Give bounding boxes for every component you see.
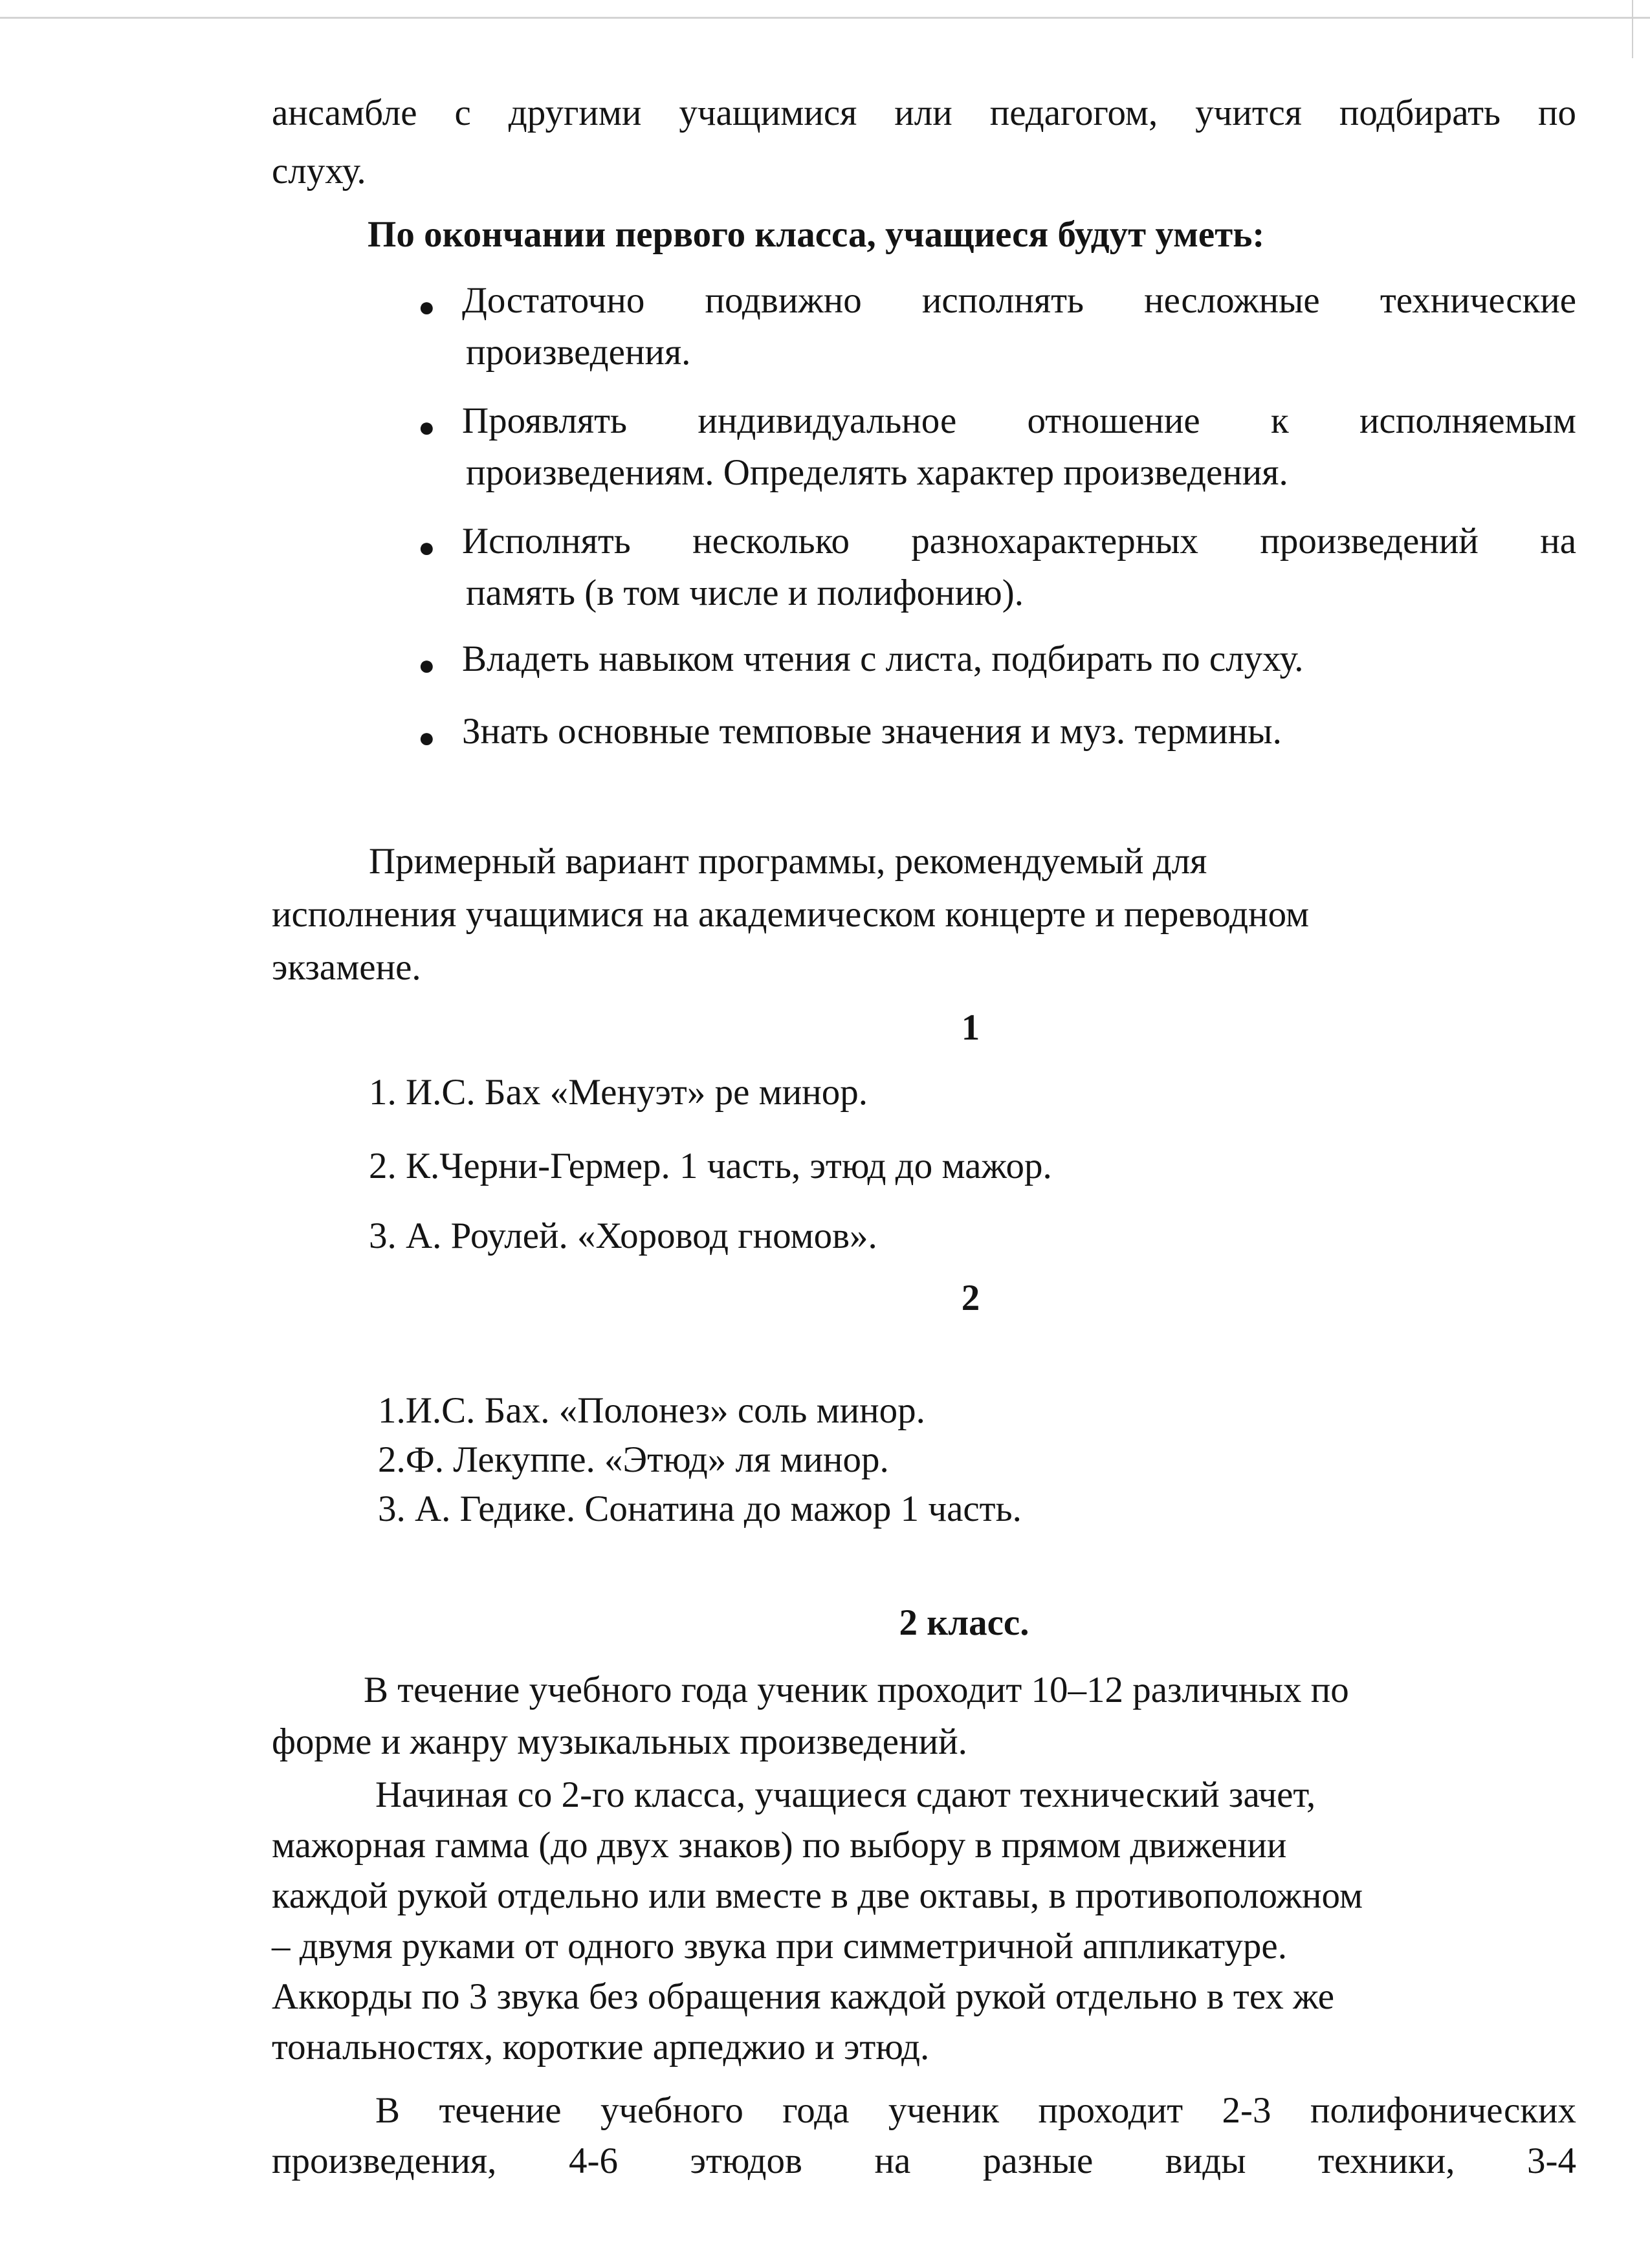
bullet-dot: ● [418,649,435,681]
class-2-para-2-line-2: мажорная гамма (до двух знаков) по выбору в прямом движении [272,1825,1287,1866]
program-intro-line-3: экзамене. [272,947,421,988]
intro-line-2: слуху. [272,151,366,191]
class-2-para-2-line-5: Аккорды по 3 звука без обращения каждой рукой отдельно в тех же [272,1976,1335,2017]
program-intro-line-2: исполнения учащимися на академическом концерте и переводном [272,894,1310,935]
bullet-line: Достаточно подвижно исполнять несложные технические [462,280,1576,321]
list-item: 1.И.С. Бах. «Полонез» соль минор. [378,1390,925,1431]
bullet-line: Проявлять индивидуальное отношение к исполняемым [462,400,1576,441]
bullet-line: Исполнять несколько разнохарактерных произведений на [462,521,1576,562]
bullet-line: Знать основные темповые значения и муз. термины. [462,711,1282,752]
class-2-para-2-line-1: Начиная со 2-го класса, учащиеся сдают технический зачет, [375,1774,1316,1815]
bullet-dot: ● [418,291,435,323]
class-2-para-3-line-2: произведения, 4-6 этюдов на разные виды техники, 3-4 [272,2141,1576,2181]
list-item: 3. А. Роулей. «Хоровод гномов». [369,1216,877,1256]
variant-number-2: 2 [961,1278,980,1318]
bullet-line: память (в том числе и полифонию). [466,572,1024,613]
class-2-para-2-line-6: тональностях, короткие арпеджио и этюд. [272,2027,930,2067]
bullet-dot: ● [418,722,435,754]
class-2-para-3-line-1: В течение учебного года ученик проходит 2-3 полифонических [375,2090,1576,2131]
intro-line-1: ансамбле с другими учащимися или педагогом, учится подбирать по [272,93,1576,133]
class-2-heading: 2 класс. [899,1602,1029,1643]
scan-edge-right [1632,0,1633,58]
scan-edge-top [0,17,1650,19]
class-2-para-2-line-3: каждой рукой отдельно или вместе в две октавы, в противоположном [272,1875,1363,1916]
bullet-dot: ● [418,411,435,443]
bullet-line: произведениям. Определять характер произведения. [466,452,1288,493]
bullet-line: произведения. [466,332,691,373]
class-2-para-2-line-4: – двумя руками от одного звука при симметричной аппликатуре. [272,1926,1287,1967]
variant-number-1: 1 [961,1007,980,1048]
class-2-para-1-line-2: форме и жанру музыкальных произведений. [272,1721,967,1762]
bullet-line: Владеть навыком чтения с листа, подбирать по слуху. [462,638,1304,679]
list-item: 2. К.Черни-Гермер. 1 часть, этюд до мажор. [369,1146,1052,1186]
list-item: 1. И.С. Бах «Менуэт» ре минор. [369,1072,868,1113]
list-item: 3. А. Гедике. Сонатина до мажор 1 часть. [378,1488,1022,1529]
bullet-dot: ● [418,532,435,563]
class-2-para-1-line-1: В течение учебного года ученик проходит 10–12 различных по [364,1670,1349,1710]
program-intro-line-1: Примерный вариант программы, рекомендуемый для [369,841,1207,882]
section-heading-end-of-first-class: По окончании первого класса, учащиеся будут уметь: [368,214,1265,255]
list-item: 2.Ф. Лекуппе. «Этюд» ля минор. [378,1439,889,1480]
